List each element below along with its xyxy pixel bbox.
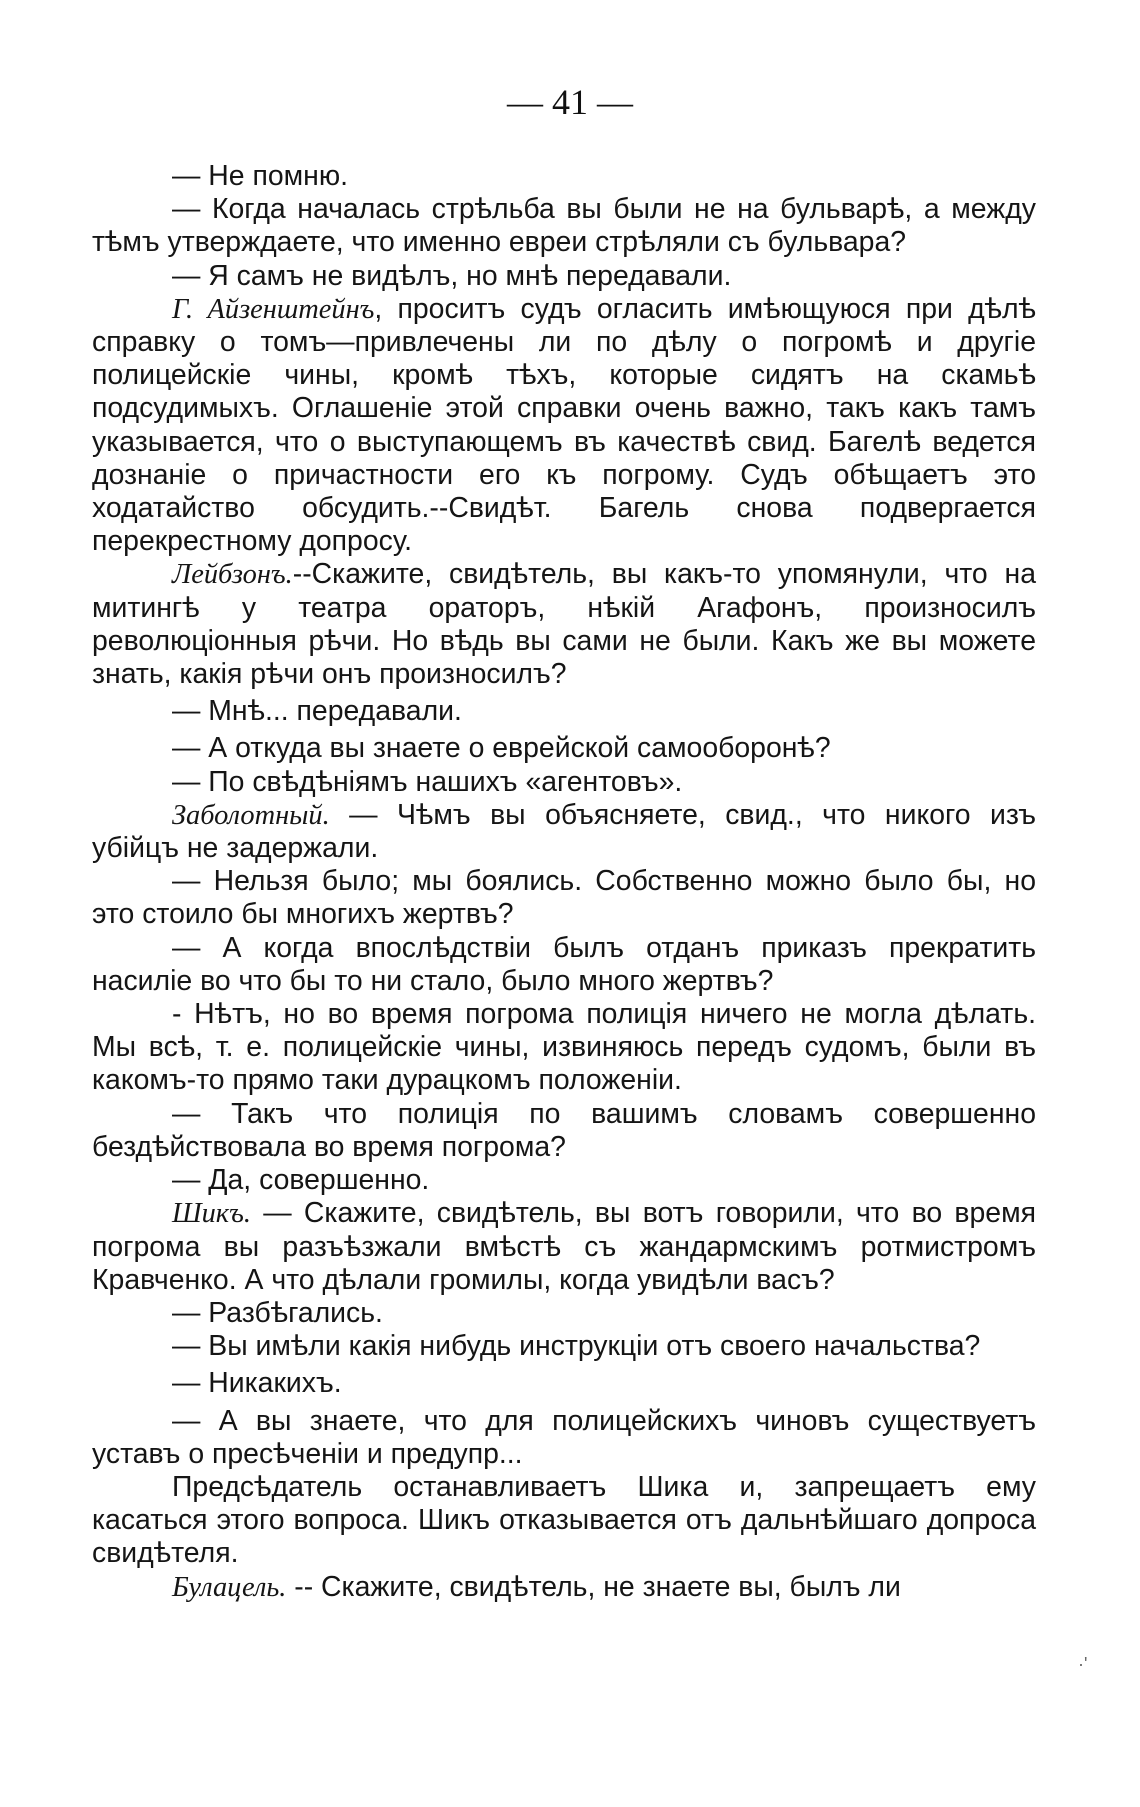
speaker-name: Г. Айзенштейнъ (172, 293, 375, 325)
paragraph-text: — Скажите, свидѣтель, вы вотъ говорили, что во время погрома вы разъѣзжали вмѣстѣ съ жандармскимъ ротмистромъ Кравченко. А что дѣлали громилы, когда увидѣли васъ? (92, 1197, 1036, 1296)
paragraph (92, 695, 1036, 728)
paragraph (92, 1471, 1036, 1571)
paragraph-text: , проситъ судъ огласить имѣющуюся при дѣлѣ справку о томъ—привлечены ли по дѣлу о погромѣ и другіе полицейскіе чины, кромѣ тѣхъ, которые сидятъ на скамьѣ подсудимыхъ. Оглашеніе этой справки очень важно, такъ какъ тамъ указывается, что о выступающемъ въ качествѣ свид. Багелѣ ведется дознаніе о причастности его къ погрому. Судъ обѣщаетъ это ходатайство обсудить.--Свидѣт. Багель снова подвергается перекрестному допросу. (92, 292, 1036, 558)
paragraph-text: — А когда впослѣдствіи былъ отданъ приказъ прекратить насиліе во что бы то ни стало, было много жертвъ? (92, 931, 1036, 997)
paragraph-text: — Вы имѣли какія нибудь инструкціи отъ своего начальства? (172, 1330, 981, 1363)
paragraph (92, 558, 1036, 691)
paragraph-text: — Такъ что полиція по вашимъ словамъ совершенно бездѣйствовала во время погрома? (92, 1097, 1036, 1163)
paragraph-text: — Никакихъ. (172, 1367, 342, 1400)
speaker-name: Булацель. (172, 1571, 287, 1603)
paragraph (92, 293, 1036, 559)
paragraph (92, 1330, 1036, 1363)
paragraph-text: — Разбѣгались. (172, 1296, 383, 1329)
paragraph (92, 799, 1036, 865)
paragraph (92, 193, 1036, 259)
paragraph (92, 1367, 1036, 1400)
paragraph (92, 160, 1036, 193)
paragraph-text: -- Скажите, свидѣтель, не знаете вы, былъ ли (286, 1570, 901, 1603)
paragraph-text: — А вы знаете, что для полицейскихъ чиновъ существуетъ уставъ о пресѣченіи и предупр... (92, 1404, 1036, 1470)
speaker-name: Шикъ. (172, 1198, 251, 1230)
paragraph (92, 932, 1036, 998)
paragraph (92, 998, 1036, 1098)
paragraph (92, 260, 1036, 293)
paragraph-text: Предсѣдатель останавливаетъ Шика и, запрещаетъ ему касаться этого вопроса. Шикъ отказывается отъ дальнѣйшаго допроса свидѣтеля. (92, 1470, 1036, 1570)
paragraph (92, 766, 1036, 799)
speaker-name: Лейбзонъ. (172, 559, 293, 591)
page-number: — 41 — (507, 82, 633, 122)
paragraph (92, 1164, 1036, 1197)
paragraph-text: — Да, совершенно. (172, 1164, 430, 1197)
paragraph-text: — Не помню. (172, 160, 348, 192)
paragraph-text: — По свѣдѣніямъ нашихъ «агентовъ». (172, 765, 683, 798)
paragraph-text: — Когда началась стрѣльба вы были не на бульварѣ, а между тѣмъ утверждаете, что именно евреи стрѣляли съ бульвара? (92, 193, 1036, 259)
paragraph (92, 1571, 1036, 1604)
paragraph (92, 1098, 1036, 1164)
corner-mark: ·' (1078, 1654, 1088, 1674)
paragraph-text: — Чѣмъ вы объясняете, свид., что никого изъ убійцъ не задержали. (92, 798, 1036, 865)
paragraph (92, 1405, 1036, 1471)
paragraph-text: — Я самъ не видѣлъ, но мнѣ передавали. (172, 259, 732, 292)
speaker-name: Заболотный. (172, 799, 330, 831)
paragraph (92, 865, 1036, 931)
paragraph-text: — А откуда вы знаете о еврейской самооборонѣ? (172, 732, 831, 765)
paragraph (92, 1297, 1036, 1330)
page-text (92, 160, 1036, 1604)
paragraph-text: --Скажите, свидѣтель, вы какъ-то упомянули, что на митингѣ у театра ораторъ, нѣкій Агафонъ, произносилъ революціонныя рѣчи. Но вѣдь вы сами не были. Какъ же вы можете знать, какія рѣчи онъ произносилъ? (92, 558, 1036, 691)
paragraph (92, 1197, 1036, 1297)
paragraph-text: — Нельзя было; мы боялись. Собственно можно было бы, но это стоило бы многихъ жертвъ? (92, 865, 1036, 931)
paragraph (92, 732, 1036, 765)
paragraph-text: — Мнѣ... передавали. (172, 695, 462, 728)
paragraph-text: - Нѣтъ, но во время погрома полиція ничего не могла дѣлать. Мы всѣ, т. е. полицейскіе чины, извиняюсь передъ судомъ, были въ какомъ-то прямо таки дурацкомъ положеніи. (92, 998, 1036, 1097)
